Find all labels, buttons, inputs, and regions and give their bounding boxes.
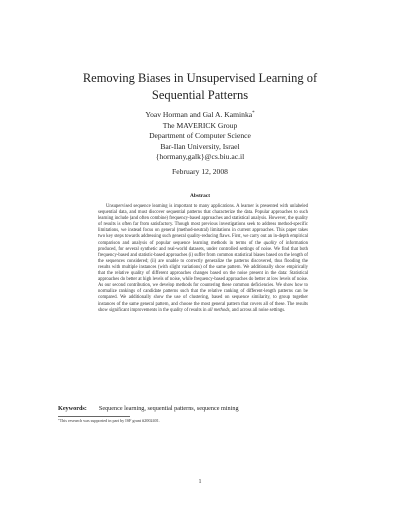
affiliation-group: The MAVERICK Group bbox=[162, 120, 238, 130]
abstract-emphasis-1: quality bbox=[263, 240, 277, 246]
abstract-paragraph bbox=[98, 204, 308, 314]
keywords-label: Keywords: bbox=[58, 405, 87, 412]
author-block bbox=[60, 110, 340, 163]
author-names-text: Yoav Horman and Gal A. Kaminka bbox=[145, 110, 253, 119]
author-email: {hormany,galk}@cs.biu.ac.il bbox=[155, 152, 245, 162]
abstract-text-3: , and across all noise settings. bbox=[229, 307, 286, 313]
abstract-body bbox=[98, 204, 308, 314]
abstract-heading: Abstract bbox=[189, 193, 211, 199]
paper-title bbox=[60, 70, 340, 104]
abstract-text-2: of information produced, for several synthetic and real-world datasets, under controlled settings of noise. We find that both frequency-based and statistic-based approaches (i) suffer from common statistical biases based on the length of the sequences considered; (ii) are unable to correctly generalize the patterns discovered, thus flooding the results with multiple instances (with slight variations) of the same pattern. We additionally show empirically that the relative quality of different approaches changes based on the noise present in the data: Statistical approaches do better at high levels of noise, while frequency-based approaches do better at low levels of noise. As our second contribution, we develop methods for countering these common deficiencies. We show how to normalize rankings of candidate patterns such that the relative ranking of different-length patterns can be compared. We additionally show the use of clustering, based on sequence similarity, to group together instances of the same general pattern, and choose the most general pattern that covers all of these. The results show significant improvements in the quality of results in bbox=[98, 240, 308, 313]
footnote-mark: * bbox=[58, 418, 60, 422]
author-footnote-mark: * bbox=[252, 111, 255, 116]
affiliation-university: Bar-Ilan University, Israel bbox=[160, 141, 240, 151]
title-line-2: Sequential Patterns bbox=[151, 88, 249, 102]
title-line-1: Removing Biases in Unsupervised Learning of bbox=[82, 71, 318, 85]
author-names bbox=[60, 110, 340, 121]
page-number: 1 bbox=[198, 479, 202, 485]
keywords-line bbox=[58, 405, 348, 412]
paper-date: February 12, 2008 bbox=[172, 167, 228, 176]
abstract-text-1: Unsupervised sequence learning is important to many applications. A learner is presented with unlabeled sequential data, and must discover sequential patterns that characterize the data. Popular approaches to such learning include (and often combine) frequency-based approaches and statistical analysis. However, the quality of results is often far from satisfactory. Though most previous investigations seek to address method-specific limitations, we instead focus on general (method-neutral) limitations in current approaches. This paper takes two key steps towards addressing such general quality-reducing flaws. First, we carry out an in-depth empirical comparison and analysis of popular sequence learning methods in terms of the bbox=[98, 204, 308, 246]
keywords-text: Sequence learning, sequential patterns, sequence mining bbox=[98, 405, 239, 412]
abstract-emphasis-2: all methods bbox=[207, 307, 230, 313]
footnote bbox=[58, 418, 348, 423]
footnote-text: This research was supported in part by ISF grant #2002401. bbox=[59, 418, 160, 423]
footnote-rule bbox=[58, 416, 130, 417]
affiliation-department: Department of Computer Science bbox=[149, 131, 251, 141]
